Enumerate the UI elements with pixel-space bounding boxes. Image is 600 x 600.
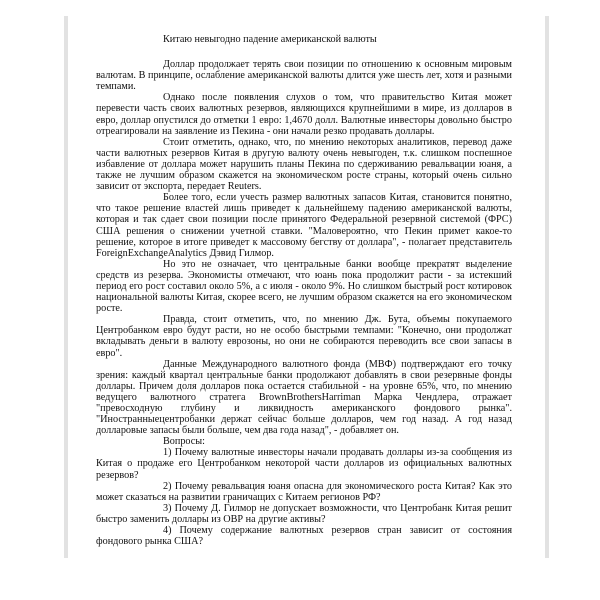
paragraph-4: Более того, если учесть размер валютных запасов Китая, становится понятно, что такое решение властей лишь приведет к дальнейшему падению американской валюты, которая и так сдает свои позиции после принятого Федеральной резервной системой (ФРС) США решения о снижении учетной ставки. "Маловероятно, что Пекин примет какое-то решение, которое в итоге приведет к массовому бегству от доллара", - полагает представитель ForeignExchangeAnalytics Дэвид Гилмор.	[96, 192, 512, 259]
question-3: 3) Почему Д. Гилмор не допускает возможности, что Центробанк Китая решит быстро заменить доллары из ОВР на другие активы?	[96, 502, 512, 525]
paragraph-1: Доллар продолжает терять свои позиции по отношению к основным мировым валютам. В принципе, ослабление американской валюты длится уже шесть лет, хотя и разными темпами.	[96, 59, 512, 93]
page-left-edge	[64, 16, 68, 558]
document-title: Китаю невыгодно падение американской валюты	[163, 34, 377, 45]
paragraph-5: Но это не означает, что центральные банки вообще прекратят выделение средств из резерва. Экономисты отмечают, что юань пока продолжит расти - за истекший период его рост составил около 5%, а с июля - около 9%. Но слишком быстрый рост котировок национальной валюты Китая, скорее всего, не лучшим образом скажется на его экономическом росте.	[96, 258, 512, 315]
paragraph-3: Стоит отметить, однако, что, по мнению некоторых аналитиков, перевод даже части валютных резервов Китая в другую валюту очень невыгоден, т.к. слишком поспешное избавление от доллара может нарушить планы Пекина по сдерживанию ревальвации юаня, а также не лучшим образом скажется на экономическом росте страны, который очень сильно зависит от экспорта, передает Reuters.	[96, 136, 512, 193]
question-2: 2) Почему ревальвация юаня опасна для экономического роста Китая? Как это может сказаться на развитии граничащих с Китаем регионов РФ?	[96, 480, 512, 503]
page-right-edge	[545, 16, 549, 558]
document-page	[96, 34, 512, 547]
paragraph-6: Правда, стоит отметить, что, по мнению Дж. Бута, объемы покупаемого Центробанком евро будут расти, но не особо быстрыми темпами: "Конечно, они продолжат вкладывать деньги в валюту еврозоны, но они не собираются переводить все свои запасы в евро".	[96, 314, 512, 359]
paragraph-7: Данные Международного валютного фонда (МВФ) подтверждают его точку зрения: каждый квартал центральные банки продолжают добавлять в свои резервные фонды доллары. Причем доля долларов пока остается стабильной - на уровне 65%, что, по мнению ведущего валютного стратега BrownBrothersHarriman Марка Чендлера, отражает "превосходную глубину и ликвидность американского фондового рынка". "Иностранныецентробанки держат сейчас больше долларов, чем год назад. А год назад долларовые запасы были больше, чем два года назад", - добавляет он.	[96, 358, 512, 437]
questions-heading: Вопросы:	[163, 436, 205, 448]
paragraph-2: Однако после появления слухов о том, что правительство Китая может перевести часть своих валютных резервов, являющихся крупнейшими в мире, из долларов в евро, доллар опустился до отметки 1 евро: 1,4670 долл. Валютные инвесторы довольно быстро отреагировали на заявление из Пекина - они начали резко продавать доллары.	[96, 92, 512, 137]
question-4: 4) Почему содержание валютных резервов стран зависит от состояния фондового рынка США?	[96, 525, 512, 548]
question-1: 1) Почему валютные инвесторы начали продавать доллары из-за сообщения из Китая о продаже его Центробанком некоторой части долларов из официальных валютных резервов?	[96, 447, 512, 481]
